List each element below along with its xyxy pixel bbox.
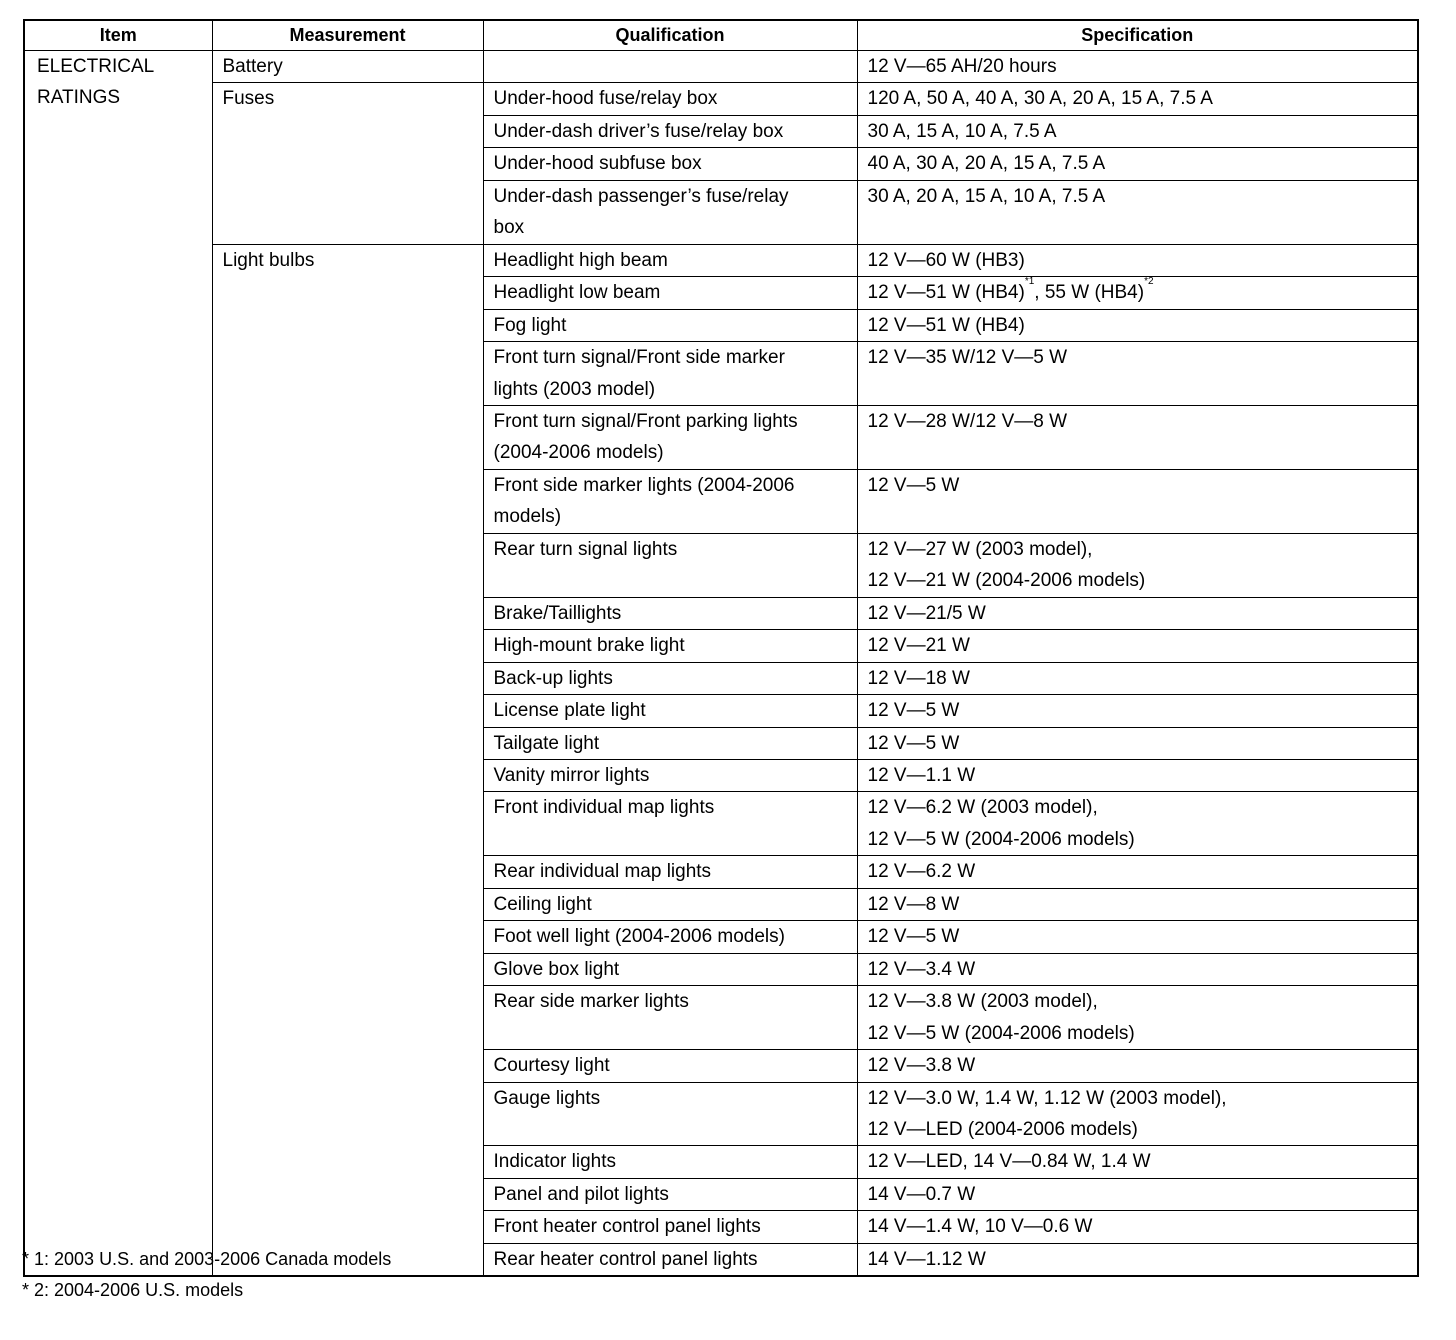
qualification-cell: Front turn signal/Front parking lights (2004-2006 models) [483,405,857,469]
table-row [24,83,1418,115]
qualification-cell: Brake/Taillights [483,597,857,629]
specification-cell: 12 V—6.2 W (2003 model), 12 V—5 W (2004-2006 models) [857,792,1418,856]
footnote-2: * 2: 2004-2006 U.S. models [22,1280,244,1300]
qualification-cell: Glove box light [483,953,857,985]
measurement-cell: Fuses [212,83,483,244]
table-body [24,51,1418,1277]
specification-cell: 12 V—8 W [857,888,1418,920]
specification-cell: 12 V—3.8 W (2003 model), 12 V—5 W (2004-2006 models) [857,986,1418,1050]
qualification-cell: High-mount brake light [483,630,857,662]
footnote-1: * 1: 2003 U.S. and 2003-2006 Canada models [22,1249,392,1269]
specification-cell: 12 V—27 W (2003 model), 12 V—21 W (2004-2006 models) [857,533,1418,597]
qualification-cell: Tailgate light [483,727,857,759]
qualification-cell: Rear heater control panel lights [483,1243,857,1276]
qualification-cell: Back-up lights [483,662,857,694]
footnote-marker: *2 [1144,276,1154,288]
header-measurement: Measurement [212,20,483,51]
qualification-cell: Under-hood subfuse box [483,148,857,180]
qualification-cell: Front turn signal/Front side marker lights (2003 model) [483,342,857,406]
header-specification: Specification [857,20,1418,51]
specification-cell: 12 V—5 W [857,695,1418,727]
specification-cell: 12 V—LED, 14 V—0.84 W, 1.4 W [857,1146,1418,1178]
specification-cell: 12 V—65 AH/20 hours [857,51,1418,83]
electrical-ratings-table [23,19,1419,1277]
footnote-marker: *1 [1024,276,1035,288]
specification-cell: 12 V—28 W/12 V—8 W [857,405,1418,469]
qualification-cell: Courtesy light [483,1050,857,1082]
qualification-cell: Indicator lights [483,1146,857,1178]
specification-cell: 12 V—5 W [857,921,1418,953]
specification-cell: 12 V—1.1 W [857,759,1418,791]
specification-cell: 30 A, 20 A, 15 A, 10 A, 7.5 A [857,180,1418,244]
measurement-cell: Light bulbs [212,244,483,1276]
qualification-cell: Foot well light (2004-2006 models) [483,921,857,953]
specification-cell: 12 V—51 W $(HB4)^{*1}$, 55 W $(HB4)^{*2}$ [857,277,1418,309]
specification-cell: 12 V—3.0 W, 1.4 W, 1.12 W (2003 model), 12 V—LED (2004-2006 models) [857,1082,1418,1146]
table-row [24,51,1418,83]
qualification-cell: Headlight high beam [483,244,857,276]
qualification-cell: Under-hood fuse/relay box [483,83,857,115]
table-row [24,244,1418,276]
specification-cell: 12 V—18 W [857,662,1418,694]
specification-cell: 12 V—21/5 W [857,597,1418,629]
specification-cell: 14 V—0.7 W [857,1178,1418,1210]
qualification-cell: Under-dash driver’s fuse/relay box [483,115,857,147]
measurement-cell: Battery [212,51,483,83]
specification-cell: 30 A, 15 A, 10 A, 7.5 A [857,115,1418,147]
specification-cell: 120 A, 50 A, 40 A, 30 A, 20 A, 15 A, 7.5 A [857,83,1418,115]
specification-cell: 12 V—51 W (HB4) [857,309,1418,341]
specification-cell: 12 V—5 W [857,469,1418,533]
qualification-cell: Front side marker lights (2004-2006 models) [483,469,857,533]
qualification-cell: Under-dash passenger’s fuse/relay box [483,180,857,244]
header-item: Item [24,20,212,51]
qualification-cell: Fog light [483,309,857,341]
specification-cell: 12 V—35 W/12 V—5 W [857,342,1418,406]
qualification-cell: Rear individual map lights [483,856,857,888]
specification-cell: 12 V—21 W [857,630,1418,662]
specification-cell: 12 V—6.2 W [857,856,1418,888]
header-qualification: Qualification [483,20,857,51]
qualification-cell: Ceiling light [483,888,857,920]
specification-cell: 40 A, 30 A, 20 A, 15 A, 7.5 A [857,148,1418,180]
qualification-cell [483,51,857,83]
qualification-cell: Rear side marker lights [483,986,857,1050]
item-cell: ELECTRICAL RATINGS [24,51,212,1277]
qualification-cell: Front individual map lights [483,792,857,856]
qualification-cell: Panel and pilot lights [483,1178,857,1210]
qualification-cell: License plate light [483,695,857,727]
qualification-cell: Headlight low beam [483,277,857,309]
qualification-cell: Gauge lights [483,1082,857,1146]
qualification-cell: Rear turn signal lights [483,533,857,597]
specification-cell: 12 V—3.8 W [857,1050,1418,1082]
specification-cell: 12 V—5 W [857,727,1418,759]
specification-cell: 12 V—3.4 W [857,953,1418,985]
specification-cell: 12 V—60 W (HB3) [857,244,1418,276]
qualification-cell: Vanity mirror lights [483,759,857,791]
specification-cell: 14 V—1.4 W, 10 V—0.6 W [857,1211,1418,1243]
header-row [24,20,1418,51]
specification-cell: 14 V—1.12 W [857,1243,1418,1276]
qualification-cell: Front heater control panel lights [483,1211,857,1243]
